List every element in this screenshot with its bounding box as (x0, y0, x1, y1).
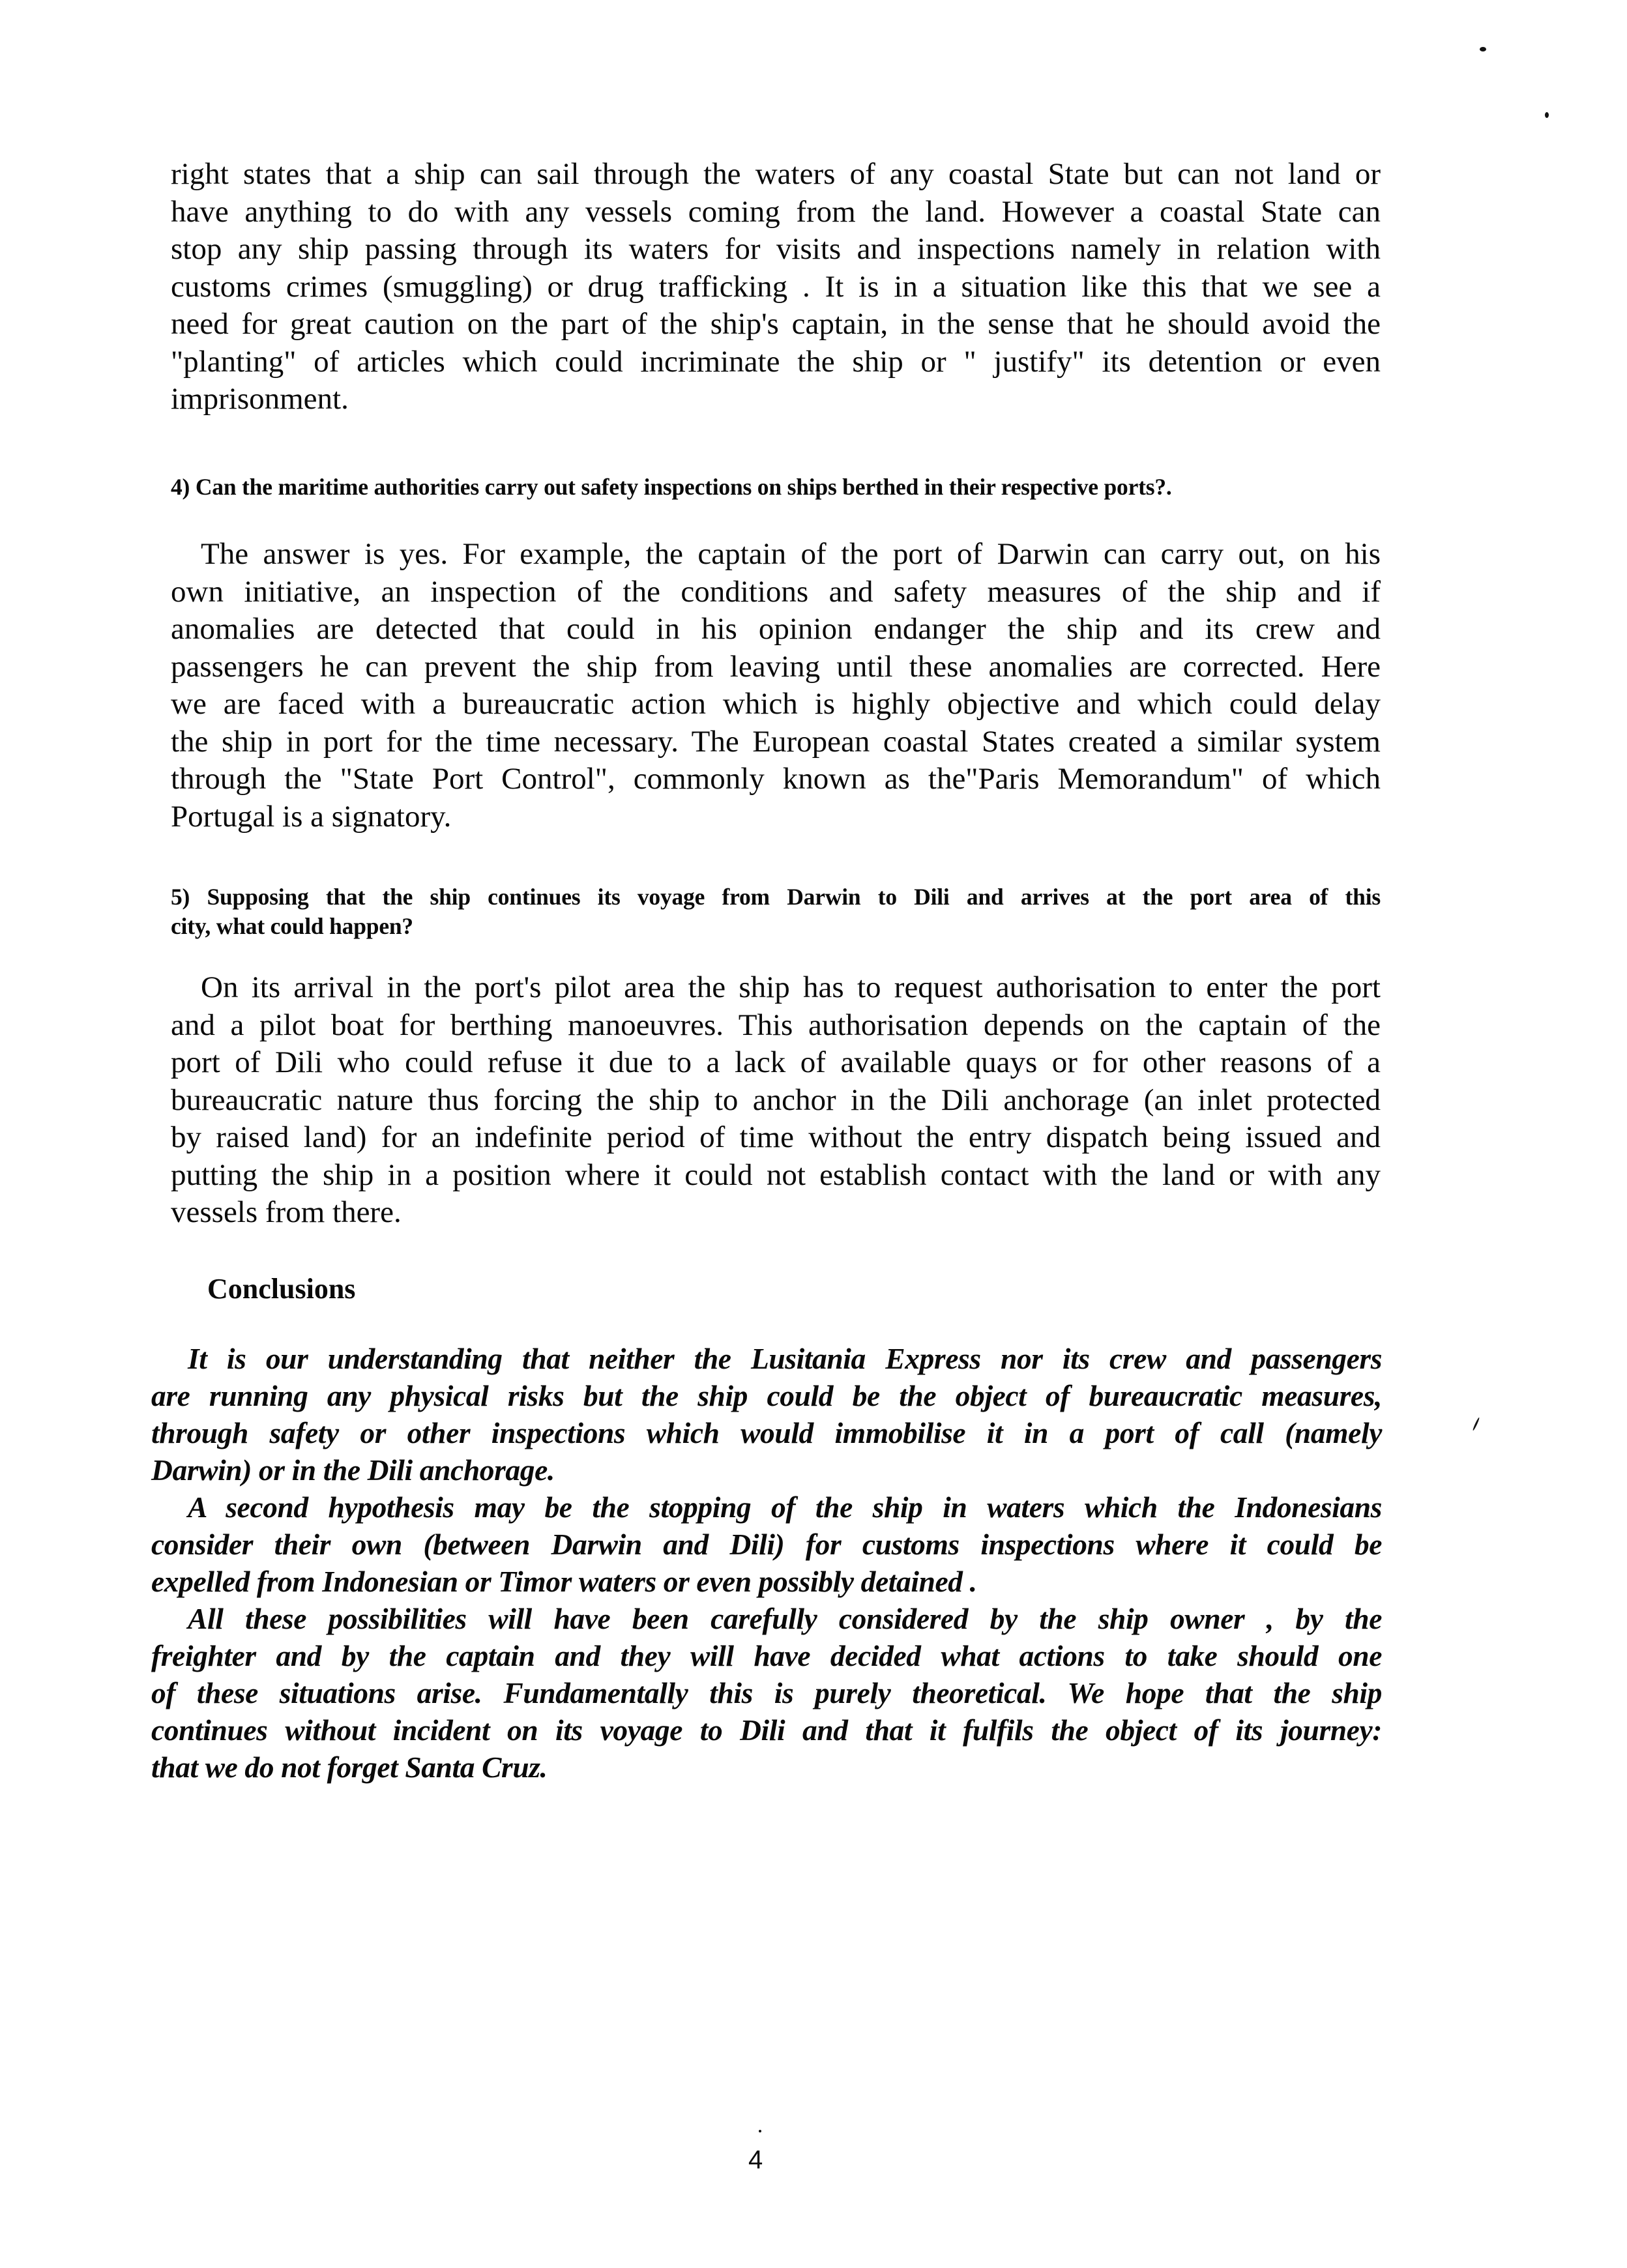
conclusion-paragraph-a (151, 1340, 1382, 1489)
text-line: vessels from there. (171, 1195, 402, 1229)
page-number: 4 (748, 2145, 763, 2174)
text-line: The answer is yes. For example, the captain of the port of Darwin can carry out, on his (201, 537, 1381, 571)
text-line: On its arrival in the port's pilot area the ship has to request authorisation to enter the port (201, 970, 1381, 1004)
text-line: have anything to do with any vessels coming from the land. However a coastal State can (171, 194, 1381, 229)
heading-line: city, what could happen? (171, 913, 413, 939)
paragraph-body (171, 536, 1381, 836)
text-line: customs crimes (smuggling) or drug trafficking . It is in a situation like this that we see a (171, 269, 1381, 304)
text-line: of these situations arise. Fundamentally this is purely theoretical. We hope that the ship (151, 1676, 1382, 1709)
text-line: right states that a ship can sail through the waters of any coastal State but can not land or (171, 157, 1381, 191)
text-line: we are faced with a bureaucratic action which is highly objective and which could delay (171, 687, 1381, 721)
section-heading (171, 472, 1381, 502)
section-heading (171, 882, 1381, 941)
text-line: through safety or other inspections which would immobilise it in a port of call (namely (151, 1416, 1382, 1449)
text-line: need for great caution on the part of the ship's captain, in the sense that he should avoid the (171, 307, 1381, 341)
answer-5-paragraph (171, 969, 1381, 1232)
paragraph-continuation (171, 156, 1381, 418)
question-4-heading (171, 472, 1381, 502)
text-line: the ship in port for the time necessary. The European coastal States created a similar system (171, 724, 1381, 759)
text-line: Darwin) or in the Dili anchorage. (151, 1453, 555, 1487)
text-line: are running any physical risks but the ship could be the object of bureaucratic measures, (151, 1379, 1382, 1412)
text-line: and a pilot boat for berthing manoeuvres. This authorisation depends on the captain of the (171, 1008, 1381, 1042)
answer-4-paragraph (171, 536, 1381, 836)
text-line: "planting" of articles which could incriminate the ship or " justify" its detention or even (171, 344, 1381, 379)
text-line: own initiative, an inspection of the conditions and safety measures of the ship and if (171, 574, 1381, 609)
conclusion-paragraph-b (151, 1489, 1382, 1600)
paragraph-body (171, 969, 1381, 1232)
heading-line: 4) Can the maritime authorities carry out safety inspections on ships berthed in their respective ports?. (171, 474, 1172, 500)
text-line: expelled from Indonesian or Timor waters or even possibly detained . (151, 1565, 977, 1598)
scan-speck (1545, 112, 1549, 118)
text-line: All these possibilities will have been carefully considered by the ship owner , by the (188, 1602, 1382, 1635)
question-5-heading (171, 882, 1381, 941)
text-line: freighter and by the captain and they will have decided what actions to take should one (151, 1639, 1382, 1672)
text-line: stop any ship passing through its waters for visits and inspections namely in relation with (171, 232, 1381, 266)
text-line: continues without incident on its voyage to Dili and that it fulfils the object of its journey: (151, 1713, 1382, 1747)
scan-speck (759, 2130, 761, 2132)
scan-mark (1472, 1417, 1480, 1431)
conclusions-heading (207, 1272, 1417, 1305)
conclusions-body (151, 1340, 1382, 1786)
text-line: A second hypothesis may be the stopping of the ship in waters which the Indonesians (188, 1490, 1382, 1524)
text-line: imprisonment. (171, 382, 349, 416)
text-line: that we do not forget Santa Cruz. (151, 1751, 548, 1784)
text-line: Portugal is a signatory. (171, 799, 452, 834)
text-line: through the "State Port Control", commonly known as the"Paris Memorandum" of which (171, 762, 1381, 796)
conclusion-paragraph-c (151, 1600, 1382, 1786)
paragraph-body (171, 156, 1381, 418)
text-line: anomalies are detected that could in his opinion endanger the ship and its crew and (171, 612, 1381, 646)
text-line: consider their own (between Darwin and Dili) for customs inspections where it could be (151, 1528, 1382, 1561)
text-line: passengers he can prevent the ship from leaving until these anomalies are corrected. Here (171, 649, 1381, 684)
text-line: putting the ship in a position where it could not establish contact with the land or with any (171, 1157, 1381, 1192)
heading-line: 5) Supposing that the ship continues its voyage from Darwin to Dili and arrives at the port area of this (171, 884, 1381, 910)
conclusions-title: Conclusions (207, 1273, 356, 1305)
text-line: bureaucratic nature thus forcing the ship to anchor in the Dili anchorage (an inlet protected (171, 1083, 1381, 1117)
text-line: by raised land) for an indefinite period of time without the entry dispatch being issued and (171, 1120, 1381, 1154)
scan-speck (1480, 47, 1486, 51)
text-line: It is our understanding that neither the Lusitania Express nor its crew and passengers (188, 1342, 1382, 1375)
text-line: port of Dili who could refuse it due to a lack of available quays or for other reasons of a (171, 1045, 1381, 1079)
